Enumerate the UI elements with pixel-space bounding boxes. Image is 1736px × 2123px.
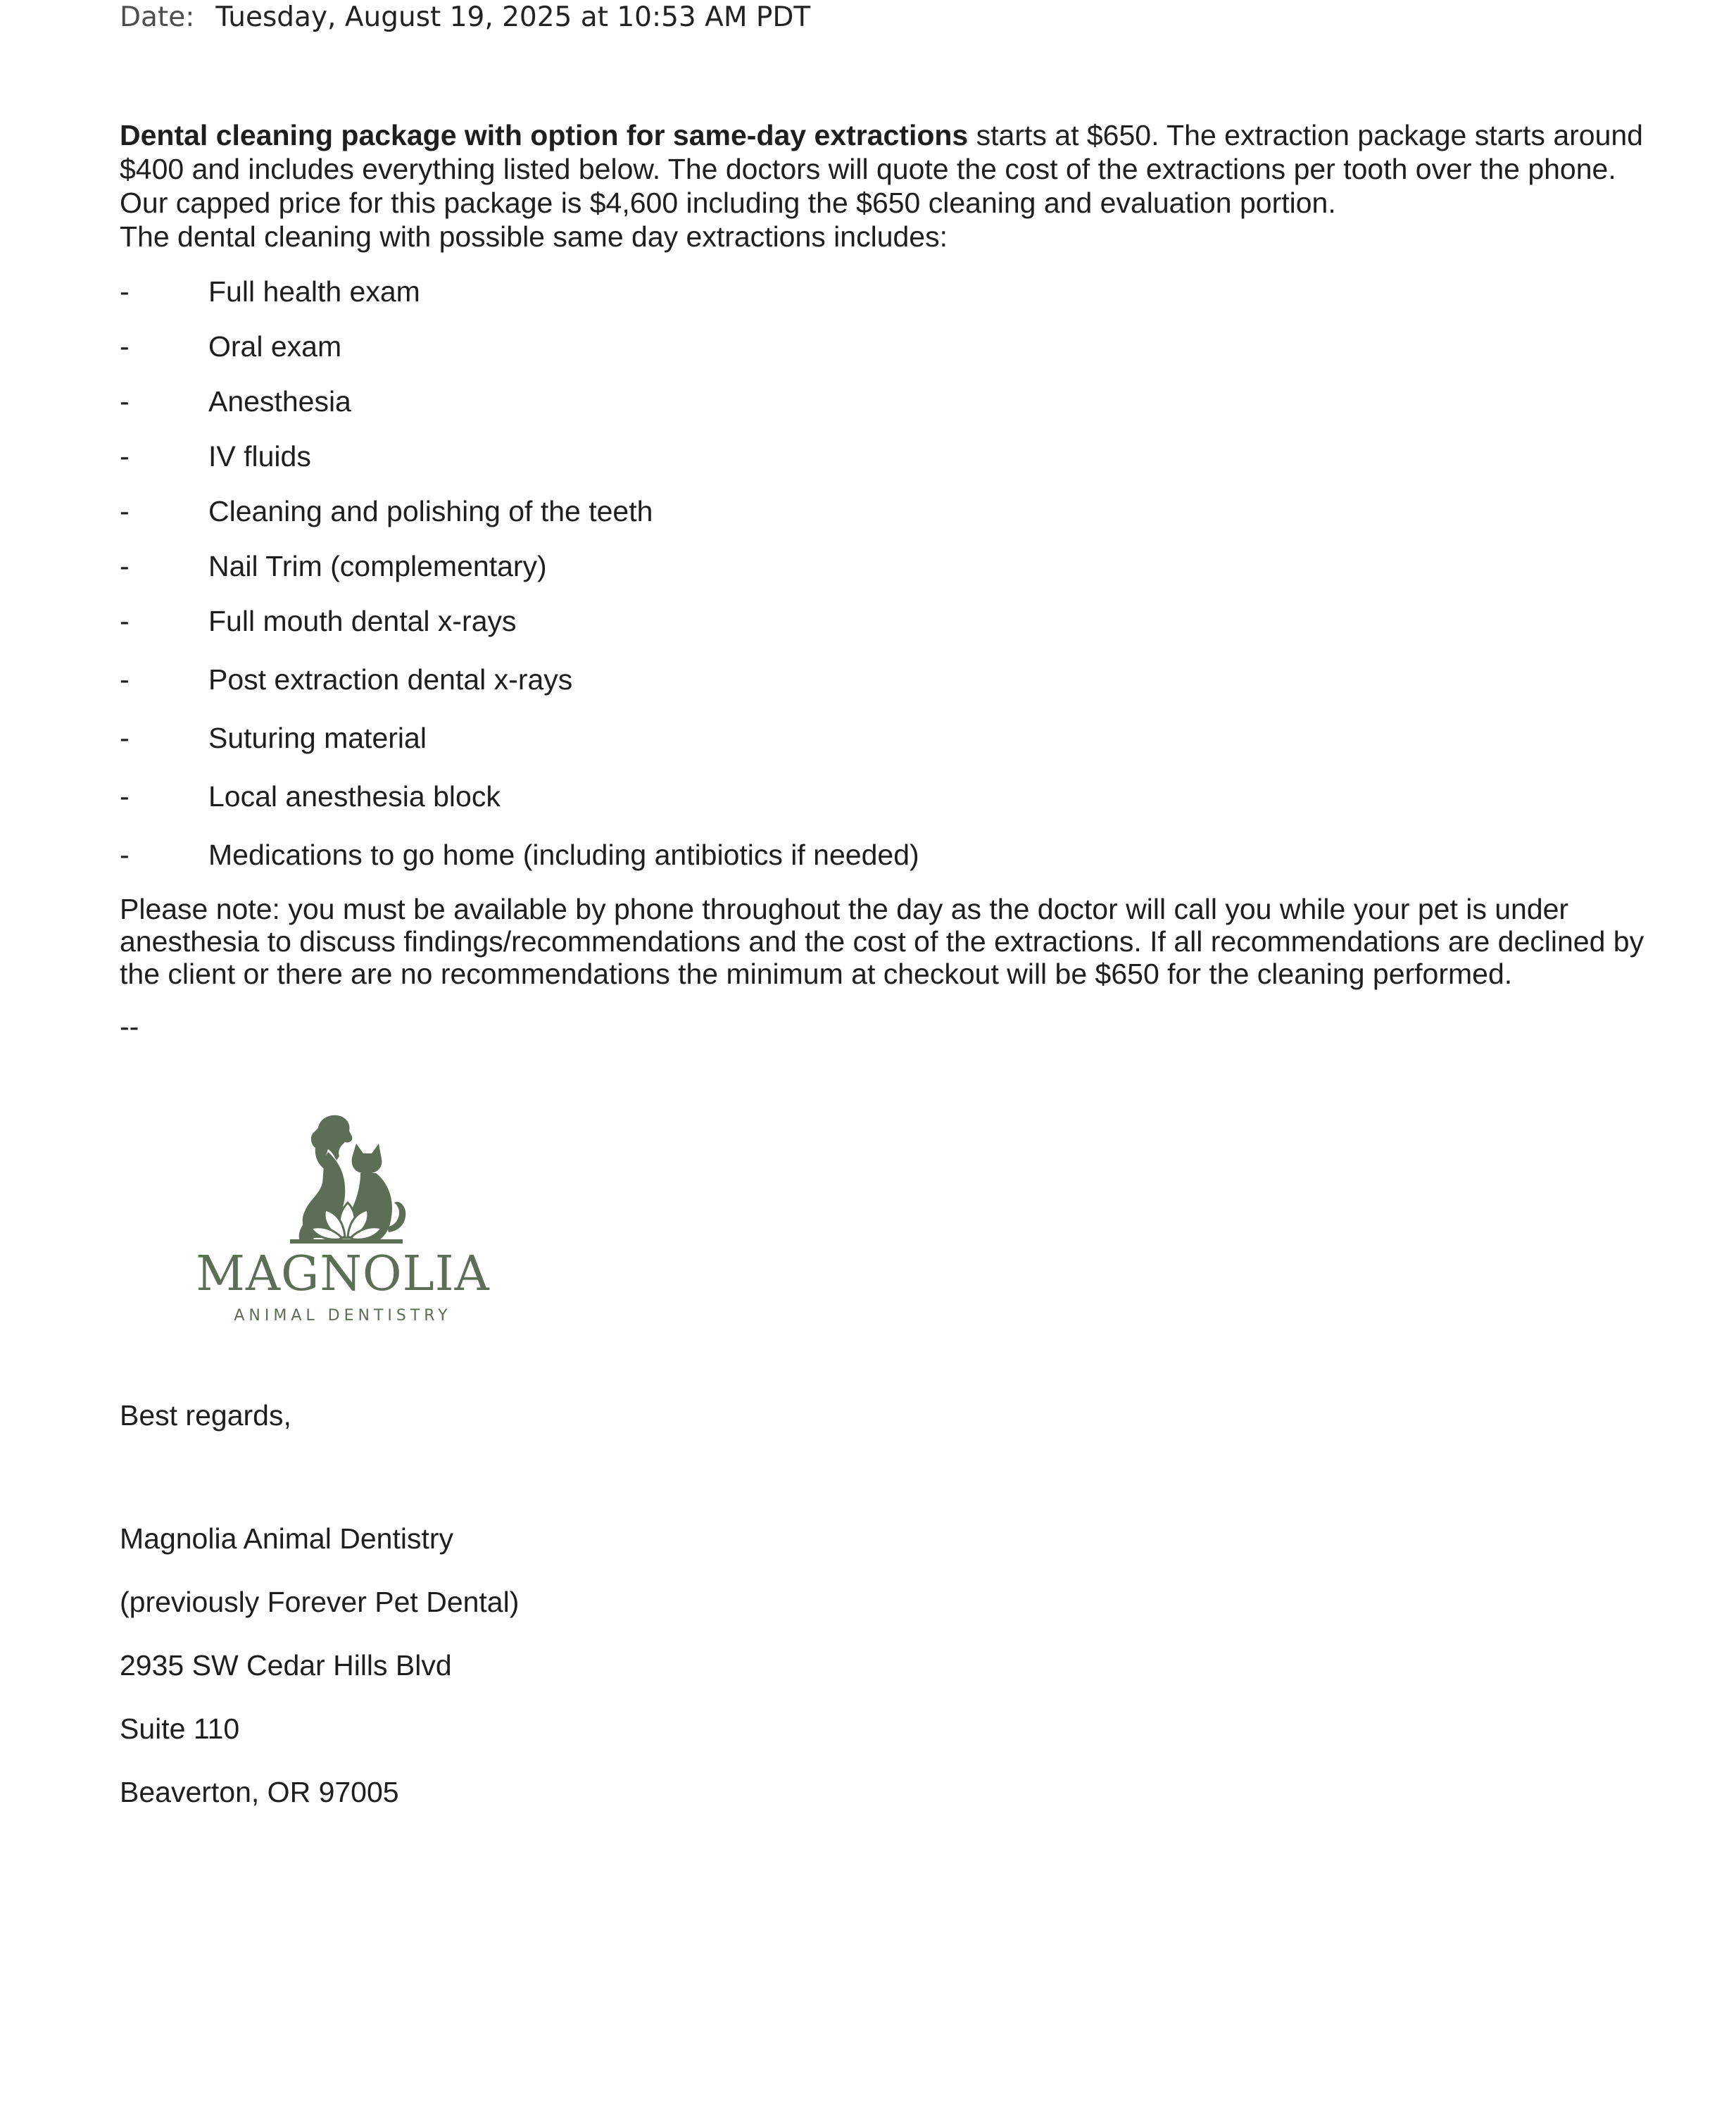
list-item-text: Medications to go home (including antibiotics if needed) bbox=[208, 839, 919, 871]
address-line: 2935 SW Cedar Hills Blvd bbox=[120, 1649, 452, 1682]
list-item bbox=[120, 658, 1598, 717]
bullet-dash: - bbox=[120, 722, 130, 754]
bullet-dash: - bbox=[120, 605, 130, 637]
inclusions-list bbox=[120, 270, 1598, 892]
package-description bbox=[120, 118, 1668, 220]
list-item-text: Cleaning and polishing of the teeth bbox=[208, 495, 653, 527]
bullet-dash: - bbox=[120, 385, 130, 418]
package-body: starts at $650. The extraction package starts around $400 and includes everything listed below. The doctors will quote the cost of the extractions per tooth over the phone. Our capped price for this package is $4,600 including the $650 cleaning and evaluation portion. bbox=[120, 119, 1643, 219]
signature-separator: -- bbox=[120, 1010, 139, 1043]
closing-salutation: Best regards, bbox=[120, 1399, 291, 1432]
logo-subtitle: ANIMAL DENTISTRY bbox=[234, 1307, 452, 1324]
list-item bbox=[120, 600, 1598, 658]
list-item-text: Full mouth dental x-rays bbox=[208, 605, 517, 637]
list-item bbox=[120, 380, 1598, 435]
list-item-text: Anesthesia bbox=[208, 385, 351, 418]
bullet-dash: - bbox=[120, 440, 130, 472]
magnolia-logo bbox=[191, 1113, 494, 1338]
list-item bbox=[120, 717, 1598, 775]
bullet-dash: - bbox=[120, 839, 130, 871]
dog-cat-magnolia-flower-icon bbox=[269, 1113, 417, 1246]
list-item-text: Full health exam bbox=[208, 275, 420, 308]
bullet-dash: - bbox=[120, 275, 130, 308]
availability-note: Please note: you must be available by phone throughout the day as the doctor will call you while your pet is under anesthesia to discuss findings/recommendations and the cost of the extractions. If all recommendations are declined by the client or there are no recommendations the minimum at checkout will be $650 for the cleaning performed. bbox=[120, 893, 1644, 990]
bullet-dash: - bbox=[120, 495, 130, 527]
logo-name: MAGNOLIA bbox=[196, 1246, 490, 1302]
bullet-dash: - bbox=[120, 663, 130, 696]
list-item bbox=[120, 325, 1598, 380]
bullet-dash: - bbox=[120, 780, 130, 813]
list-item bbox=[120, 270, 1598, 325]
address-block bbox=[120, 1521, 519, 1838]
list-item bbox=[120, 545, 1598, 600]
address-line: (previously Forever Pet Dental) bbox=[120, 1586, 520, 1618]
date-label: Date: bbox=[120, 1, 195, 33]
list-intro: The dental cleaning with possible same day extractions includes: bbox=[120, 220, 948, 253]
address-line: Magnolia Animal Dentistry bbox=[120, 1522, 453, 1555]
list-item-text: IV fluids bbox=[208, 440, 311, 472]
address-line: Beaverton, OR 97005 bbox=[120, 1776, 399, 1808]
date-value: Tuesday, August 19, 2025 at 10:53 AM PDT bbox=[215, 1, 811, 33]
list-item bbox=[120, 834, 1598, 892]
list-item-text: Nail Trim (complementary) bbox=[208, 550, 547, 582]
email-date-line bbox=[120, 0, 810, 35]
bullet-dash: - bbox=[120, 550, 130, 582]
list-item-text: Oral exam bbox=[208, 330, 342, 363]
list-item bbox=[120, 490, 1598, 545]
list-item-text: Post extraction dental x-rays bbox=[208, 663, 573, 696]
list-item-text: Local anesthesia block bbox=[208, 780, 501, 813]
list-item bbox=[120, 435, 1598, 490]
address-line: Suite 110 bbox=[120, 1712, 240, 1745]
list-item-text: Suturing material bbox=[208, 722, 427, 754]
list-item bbox=[120, 775, 1598, 834]
package-intro bbox=[120, 118, 1668, 253]
package-lead: Dental cleaning package with option for same-day extractions bbox=[120, 119, 969, 151]
bullet-dash: - bbox=[120, 330, 130, 363]
